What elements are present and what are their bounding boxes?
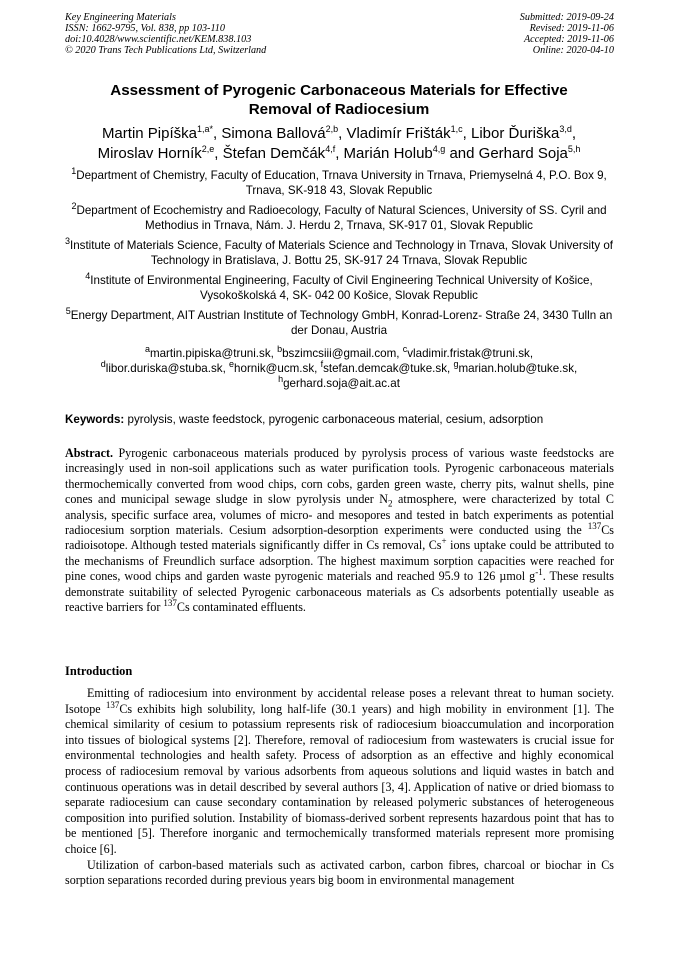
email[interactable]: $^d$libor.duriska@stuba.sk [100, 359, 223, 375]
affiliations [62, 168, 616, 391]
abstract-label: Abstract. [65, 446, 114, 460]
author: Marián Holub$^{4,g}$ and [343, 144, 479, 162]
keywords-text: pyrolysis, waste feedstock, pyrogenic carbonaceous material, cesium, adsorption [124, 413, 544, 426]
date-online: Online: 2020-04-10 [532, 45, 614, 56]
email[interactable]: $^c$vladimir.fristak@truni.sk [402, 344, 530, 360]
dates-header [520, 12, 614, 56]
keywords-label: Keywords: [65, 413, 125, 426]
journal-name: Key Engineering Materials [65, 12, 176, 23]
author: Štefan Demčák$^{4,f}$, [222, 144, 344, 162]
paragraph: Utilization of carbon-based materials such as activated carbon, carbon fibres, charcoal or biochar in Cs sorption separations recorded during previous years big boom in environmental management [65, 857, 614, 888]
paper-title [60, 81, 618, 119]
paragraph: Emitting of radiocesium into environment by accidental release poses a relevant threat to human society. Isotope $^{137}$Cs exhibits high solubility, long half-life (30.1 years) and high mobility in environment [1]. The chemical similarity of cesium to potassium represents risk of radiocesium bioaccumulation and incorporation into tissues of biological systems [2]. Therefore, removal of radiocesium from wastewaters is crucial issue for environmental technologies and health safety. Process of adsorption as an effective and highly economical process of radiocesium removal by various adsorbents from aqueous solutions and liquid wastes in batch and continuous operations was in detail described by several authors [3, 4]. Application of native or dried biomass to separate radiocesium can cause secondary contamination by released polymeric substances of heterogeneous composition into purified solution. Instability of biomass-derived sorbent represents hazardous point that has to be mentioned [5]. Therefore inorganic and termochemically transformed materials represent more promising choice [6]. [65, 686, 614, 856]
author-list [60, 124, 618, 164]
date-revised: Revised: 2019-11-06 [529, 23, 614, 34]
email[interactable]: $^g$marian.holub@tuke.sk [453, 359, 574, 375]
affiliation: $^1$Department of Chemistry, Faculty of Education, Trnava University in Trnava, Priemyselná 4, P.O. Box 9, Trnava, SK-918 43, Slovak Republic [71, 166, 607, 197]
affiliation: $^5$Energy Department, AIT Austrian Institute of Technology GmbH, Konrad-Lorenz- Straße 24, 3430 Tulln an der Donau, Austria [65, 306, 613, 337]
abstract: Abstract. Pyrogenic carbonaceous materials produced by pyrolysis process of various waste feedstocks are increasingly used in non-soil applications such as water purification tools. Pyrogenic carbonaceous materials thermochemically converted from wood chips, corn cobs, garden green waste, cherry pits, walnut shells, pine cones and municipal sewage sludge in slow pyrolysis under $N_2$ atmosphere, were characterized by total C analysis, specific surface area, volumes of micro- and mesopores and tested in batch experiments as potential radiocesium sorption materials. Cesium adsorption-desorption experiments were conducted using the $^{137}$Cs radioisotope. Although tested materials significantly differ in Cs removal, Cs+ ions uptake could be attributed to the mechanisms of Freundlich surface adsorption. The highest maximum sorption capacities were reached for pine cones, wood chips and garden waste pyrogenic materials and reached 95.9 to 126 µmol $g^{-1}$. These results demonstrate suitability of selected Pyrogenic carbonaceous materials as Cs adsorbents potentially useable as reactive barriers for $^{137}$Cs contaminated effluents. [65, 446, 615, 615]
journal-header [65, 12, 266, 56]
keywords [65, 412, 615, 427]
date-submitted: Submitted: 2019-09-24 [519, 12, 614, 23]
author: Libor Ďuriška$^{3,d}$, [470, 124, 577, 142]
email[interactable]: $^h$gerhard.soja@ait.ac.at [278, 374, 400, 390]
date-accepted: Accepted: 2019-11-06 [523, 34, 614, 45]
journal-copyright: © 2020 Trans Tech Publications Ltd, Switzerland [65, 45, 267, 56]
author: Gerhard Soja$^{5,h}$ [478, 144, 581, 162]
title-line-2: Removal of Radiocesium [248, 101, 430, 118]
journal-issn: ISSN: 1662-9795, Vol. 838, pp 103-110 [65, 23, 225, 34]
email[interactable]: $^a$martin.pipiska@truni.sk [144, 344, 271, 360]
affiliation: $^3$Institute of Materials Science, Faculty of Materials Science and Technology in Trnava, Slovak University of Technology in Bratislava, J. Bottu 25, SK-917 24 Trnava, Slovak Republic [64, 236, 614, 267]
title-line-1: Assessment of Pyrogenic Carbonaceous Materials for Effective [110, 82, 568, 99]
email[interactable]: $^e$hornik@ucm.sk [229, 359, 315, 375]
introduction-body [65, 686, 614, 889]
email[interactable]: $^f$stefan.demcak@tuke.sk [320, 359, 447, 375]
section-heading: Introduction [65, 664, 133, 678]
email[interactable]: $^b$bszimcsiii@gmail.com [277, 344, 397, 360]
affiliation: $^4$Institute of Environmental Engineering, Faculty of Civil Engineering Technical University of Košice, Vysokoškolská 4, SK- 042 00 Košice, Slovak Republic [85, 271, 593, 302]
author: Vladimír Frišták$^{1,c}$, [346, 124, 471, 142]
affiliation: $^2$Department of Ecochemistry and Radioecology, Faculty of Natural Sciences, University of SS. Cyril and Methodius in Trnava, Nám. J. Herdu 2, Trnava, SK-917 01, Slovak Republic [71, 201, 607, 232]
author: Miroslav Horník$^{2,e}$, [97, 144, 223, 162]
email-list: $^a$martin.pipiska@truni.sk, $^b$bszimcsiii@gmail.com, $^c$vladimir.fristak@truni.sk, $^d$libor.duriska@stuba.sk, $^e$hornik@ucm.sk, $^f$stefan.demcak@tuke.sk, $^g$marian.holub@tuke.sk, $^h$gerhard.soja@ait.ac.at [100, 344, 578, 390]
journal-doi: doi:10.4028/www.scientific.net/KEM.838.103 [65, 34, 252, 45]
author: Martin Pipíška$^{1,a*}$, [101, 124, 222, 142]
author: Simona Ballová$^{2,b}$, [221, 124, 347, 142]
